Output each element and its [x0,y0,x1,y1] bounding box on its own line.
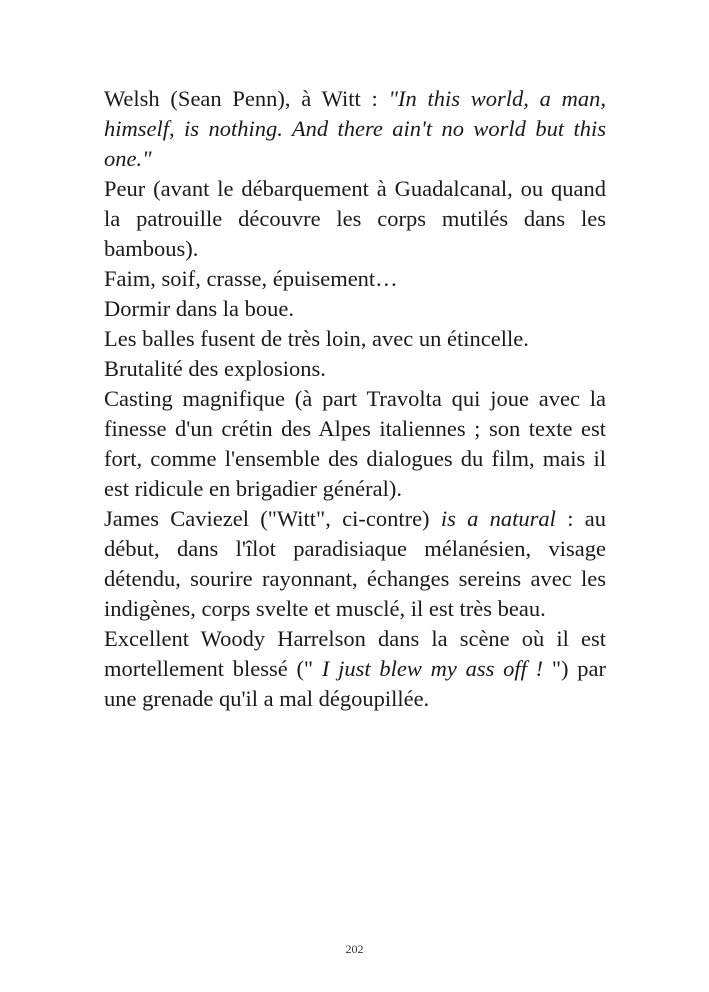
quote-text-italic: "In this world, a man, himself, is nothing. And there ain't no world but this one." [104,86,606,171]
paragraph-harrelson [104,624,606,714]
paragraph-brutalite: Brutalité des explosions. [104,356,326,381]
paragraph-welsh-quote [104,84,606,174]
document-page [104,84,606,714]
harrelson-ending: ") par une grenade qu'il a mal dégoupillée. [104,656,606,711]
paragraph-dormir: Dormir dans la boue. [104,296,294,321]
caviezel-description: : au début, dans l'îlot paradisiaque mélanésien, visage détendu, sourire rayonnant, échanges sereins avec les indigènes, corps svelte et musclé, il est très beau. [104,506,606,621]
paragraph-peur: Peur (avant le débarquement à Guadalcanal, ou quand la patrouille découvre les corps mutilés dans les bambous). [104,176,606,261]
harrelson-quote-italic: I just blew my ass off ! [321,656,544,681]
paragraph-caviezel [104,504,606,624]
paragraph-faim: Faim, soif, crasse, épuisement… [104,266,398,291]
page-number: 202 [345,942,364,956]
paragraph-casting: Casting magnifique (à part Travolta qui joue avec la finesse d'un crétin des Alpes italiennes ; son texte est fort, comme l'ensemble des dialogues du film, mais il est ridicule en brigadier général). [104,386,606,501]
caviezel-intro: James Caviezel ("Witt", ci-contre) [104,506,441,531]
paragraph-balles: Les balles fusent de très loin, avec un étincelle. [104,326,529,351]
quote-attribution: Welsh (Sean Penn), à Witt : [104,86,389,111]
caviezel-italic: is a natural [440,506,556,531]
harrelson-intro: Excellent Woody Harrelson dans la scène où il est mortellement blessé (" [104,626,606,681]
